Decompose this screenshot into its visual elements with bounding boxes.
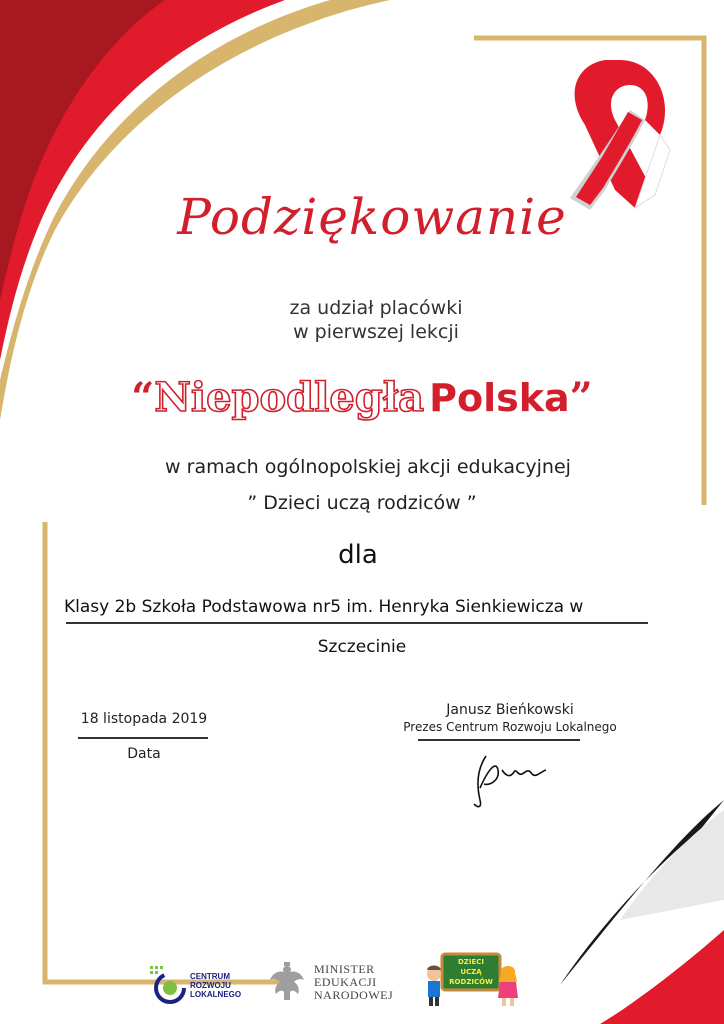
recipient-underline [66,622,648,624]
date-underline [78,737,208,739]
certificate-title: Podziękowanie [177,188,567,246]
signer-position: Prezes Centrum Rozwoju Lokalnego [403,720,617,734]
recipient-line-1: Klasy 2b Szkoła Podstawowa nr5 im. Henryka Sienkiewicza w [64,597,584,617]
crl-logo-line-3: LOKALNEGO [190,990,242,999]
signature-line [418,739,580,741]
crl-logo-text [190,972,241,999]
campaign-line-2: ” Dzieci uczą rodziców ” [247,492,477,514]
eagle-icon [268,960,306,1004]
ministry-line-1: MINISTER [314,962,375,976]
for-label: dla [338,540,378,570]
campaign-logo-text [444,957,498,987]
lesson-word-outline: Niepodległa [154,374,425,421]
ministry-line-3: NARODOWEJ [314,988,394,1002]
crl-logo-line-2: ROZWOJU [190,981,231,990]
campaign-logo-line-1: DZIECI [457,958,484,966]
campaign-logo-line-3: RODZICÓW [449,978,493,986]
date-label: Data [127,746,161,762]
signature-mark [466,748,556,812]
crl-logo [150,962,260,1006]
close-quote: ” [569,374,593,421]
date-value: 18 listopada 2019 [80,711,208,727]
ministry-logo [268,960,408,1006]
lesson-word-solid: Polska [429,376,570,420]
campaign-line-1: w ramach ogólnopolskiej akcji edukacyjnej [165,456,571,478]
campaign-logo-line-2: UCZĄ [460,968,482,976]
ministry-logo-text [314,963,393,1002]
subtitle-line-1: za udział placówki [289,297,463,319]
crl-logo-icon [150,962,186,1006]
subtitle-line-2: w pierwszej lekcji [293,321,459,343]
page-curl-fold [620,810,724,920]
lesson-name [0,374,724,421]
crl-logo-line-1: CENTRUM [190,972,230,981]
ministry-line-2: EDUKACJI [314,975,377,989]
recipient-line-2: Szczecinie [317,637,407,657]
open-quote: “ [131,374,155,421]
signer-name: Janusz Bieńkowski [446,702,574,718]
campaign-logo [424,952,518,1008]
